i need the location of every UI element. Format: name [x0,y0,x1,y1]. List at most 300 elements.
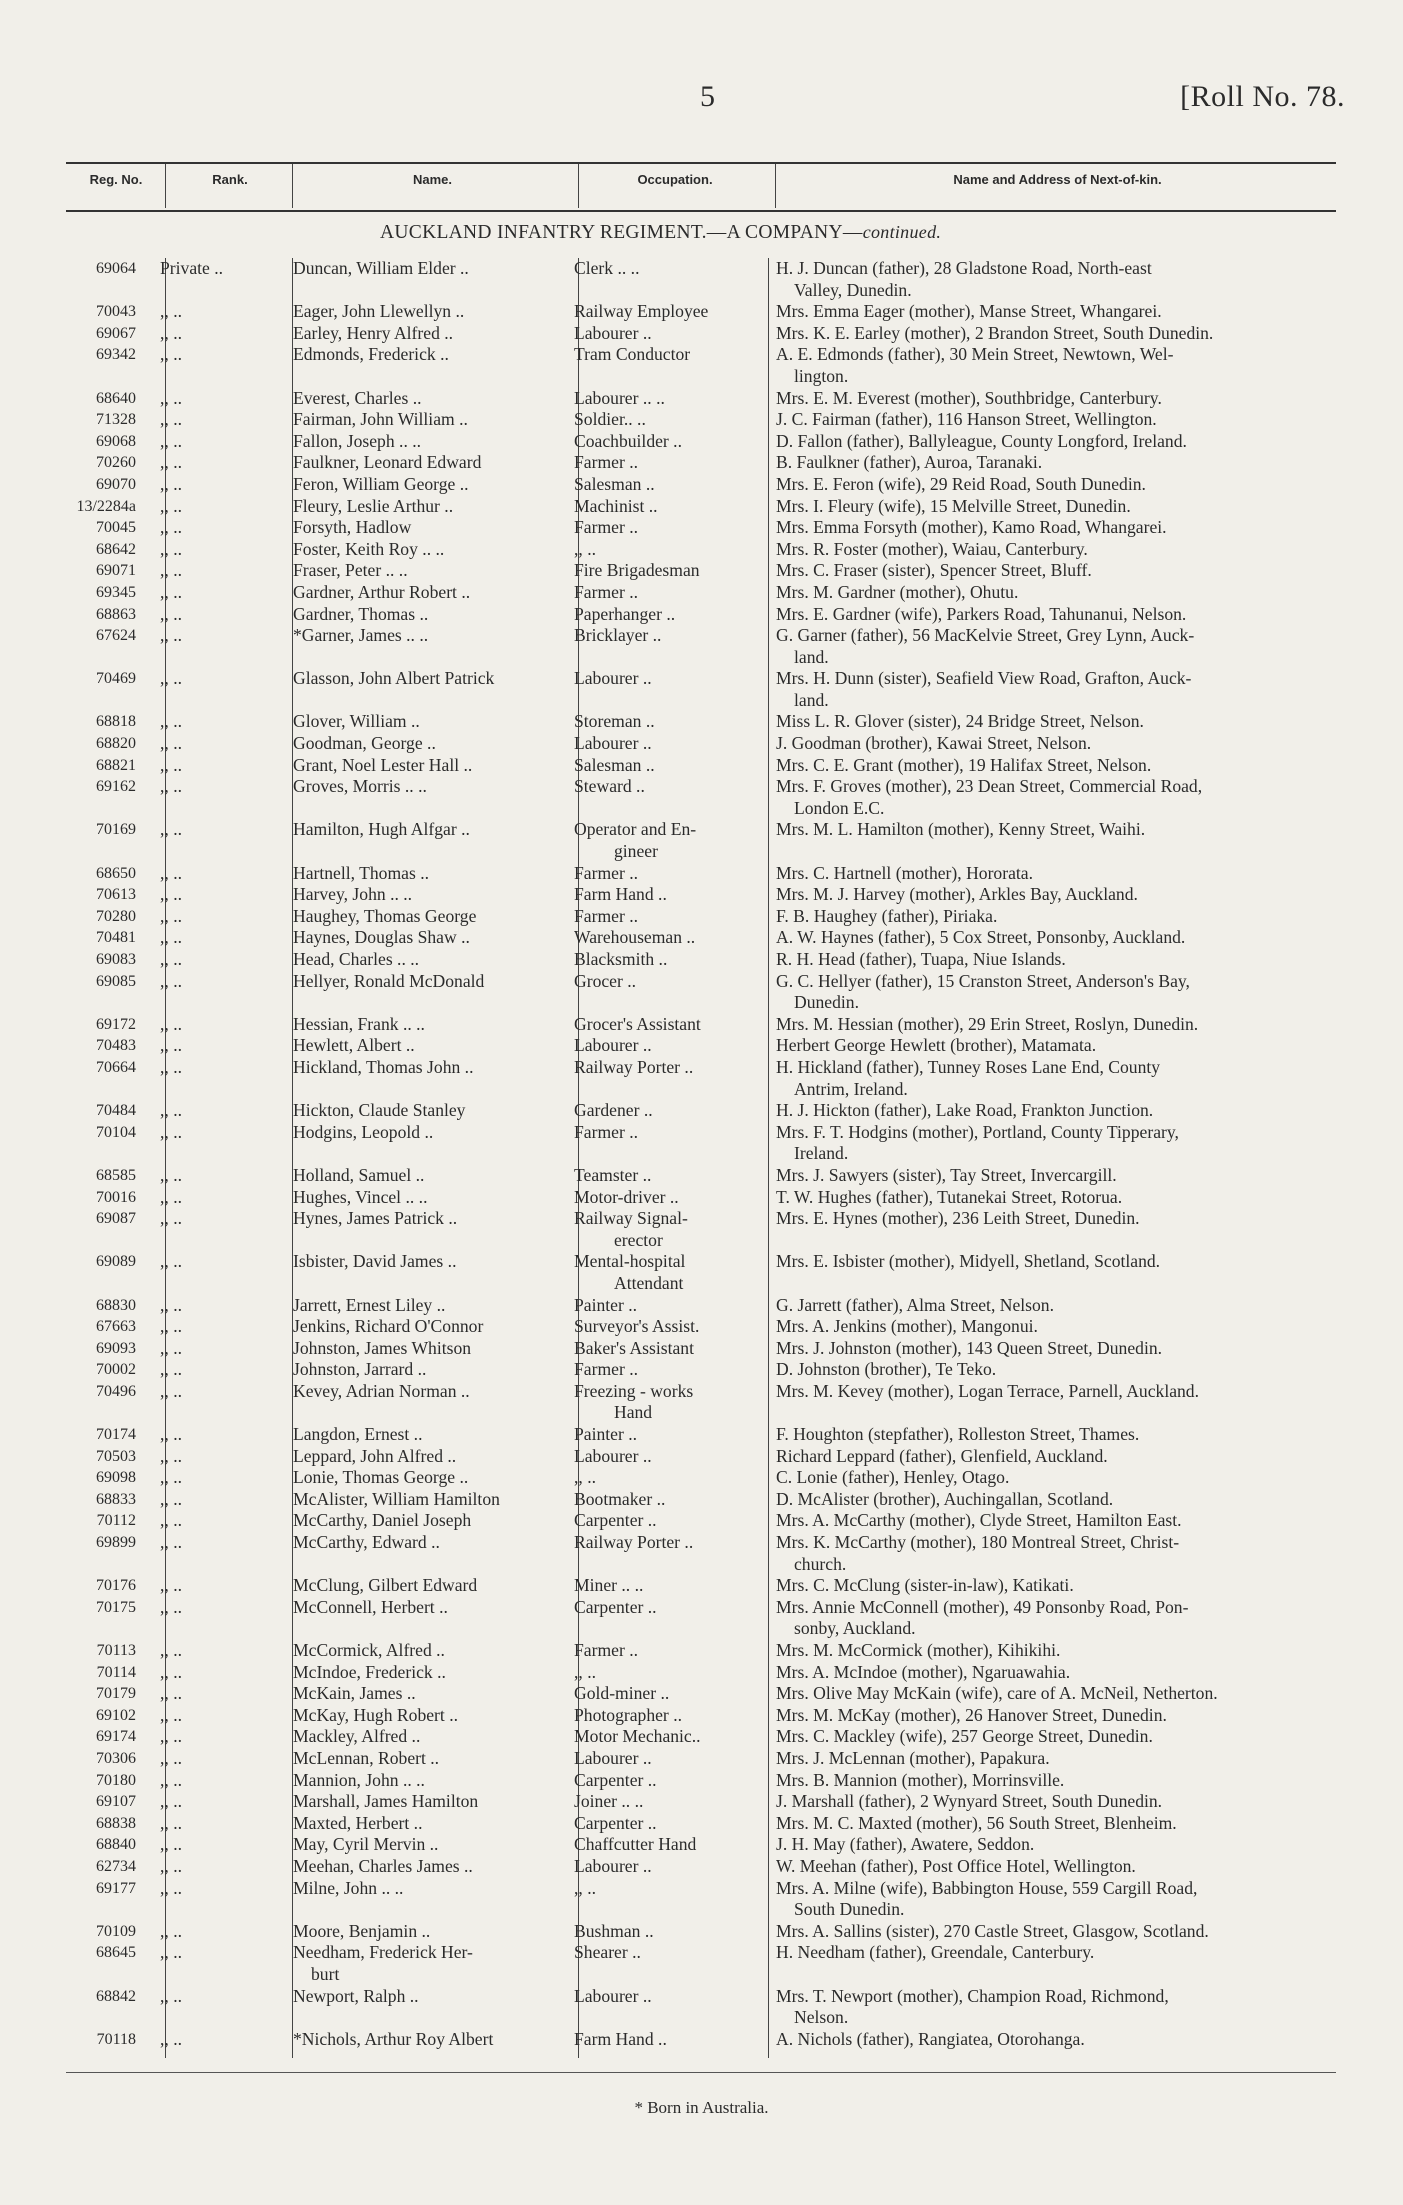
occupation-cell: Carpenter .. [574,1510,657,1531]
occupation-cell: Salesman .. [574,754,655,775]
next-of-kin-line: Mrs. E. M. Everest (mother), Southbridge, Canterbury. [776,387,1162,408]
table-row [0,1986,1403,2029]
occupation-cell: Painter .. [574,1294,638,1315]
next-of-kin-line: H. Hickland (father), Tunney Roses Lane End, County [776,1056,1161,1077]
table-row [0,1057,1403,1100]
table-row [0,625,1403,668]
name-cell: Goodman, George .. [293,733,436,754]
next-of-kin-line: Mrs. F. Groves (mother), 23 Dean Street, Commercial Road, [776,776,1203,797]
table-row [0,1791,1403,1813]
rank-cell: ,, .. [160,625,182,646]
name-cell: Hickton, Claude Stanley [293,1100,466,1121]
table-row [0,1338,1403,1360]
next-of-kin-cell [776,1165,1356,1187]
next-of-kin-line: A. W. Haynes (father), 5 Cox Street, Ponsonby, Auckland. [776,927,1186,948]
reg-no-cell: 68840 [96,1836,136,1854]
rank-cell: ,, .. [160,1510,182,1531]
rank-cell: ,, .. [160,862,182,883]
reg-no-cell: 69089 [96,1253,136,1271]
reg-no-cell: 70112 [96,1512,136,1530]
reg-no-cell: 69174 [96,1728,136,1746]
reg-no-cell: 70469 [96,670,136,688]
occupation-cell: Machinist .. [574,495,658,516]
table-row [0,452,1403,474]
occupation-cell: Labourer .. [574,733,652,754]
next-of-kin-line: F. Houghton (stepfather), Rolleston Street, Thames. [776,1424,1140,1445]
reg-no-cell: 68650 [96,864,136,882]
next-of-kin-line: Mrs. E. Feron (wife), 29 Reid Road, South Dunedin. [776,473,1146,494]
reg-no-cell: 68842 [96,1987,136,2005]
rank-cell: ,, .. [160,1661,182,1682]
table-row [0,776,1403,819]
next-of-kin-cell [776,1122,1356,1165]
reg-no-cell: 70109 [96,1922,136,1940]
occupation-cell: Labourer .. [574,322,652,343]
table-row [0,301,1403,323]
col-header-reg-no: Reg. No. [89,172,143,187]
table-row [0,1640,1403,1662]
occupation-cell: Motor Mechanic.. [574,1726,701,1747]
name-cell: Fraser, Peter .. .. [293,560,408,581]
name-cell: Jenkins, Richard O'Connor [293,1316,484,1337]
next-of-kin-cell [776,301,1356,323]
next-of-kin-line: J. Marshall (father), 2 Wynyard Street, South Dunedin. [776,1791,1163,1812]
name-cell: Lonie, Thomas George .. [293,1467,469,1488]
table-row [0,1165,1403,1187]
next-of-kin-cell [776,1100,1356,1122]
next-of-kin-cell [776,711,1356,733]
table-row [0,388,1403,410]
header-rule-bottom [66,210,1336,212]
rank-cell: ,, .. [160,1855,182,1876]
reg-no-cell: 70613 [96,886,136,904]
table-row [0,1532,1403,1575]
occupation-cell: Farm Hand .. [574,884,667,905]
next-of-kin-line-continued: South Dunedin. [794,1899,905,1920]
next-of-kin-cell [776,1057,1356,1100]
table-row [0,582,1403,604]
next-of-kin-line: Mrs. B. Mannion (mother), Morrinsville. [776,1769,1065,1790]
table-row [0,517,1403,539]
next-of-kin-cell [776,431,1356,453]
table-row [0,1705,1403,1727]
name-cell: Mackley, Alfred .. [293,1726,421,1747]
table-row [0,560,1403,582]
occupation-cell: Carpenter .. [574,1812,657,1833]
occupation-cell: Carpenter .. [574,1769,657,1790]
reg-no-cell: 62734 [96,1857,136,1875]
next-of-kin-cell [776,1208,1356,1230]
roll-table-body [0,258,1403,2050]
occupation-cell: Railway Signal- [574,1208,688,1229]
reg-no-cell: 70260 [96,454,136,472]
occupation-cell-continued: Hand [614,1402,653,1423]
next-of-kin-cell [776,863,1356,885]
rank-cell: ,, .. [160,1424,182,1445]
next-of-kin-line: Miss L. R. Glover (sister), 24 Bridge Street, Nelson. [776,711,1144,732]
next-of-kin-line: Mrs. Emma Eager (mother), Manse Street, Whangarei. [776,301,1162,322]
reg-no-cell: 70045 [96,519,136,537]
name-cell: Marshall, James Hamilton [293,1791,479,1812]
next-of-kin-cell [776,906,1356,928]
reg-no-cell: 70113 [96,1642,136,1659]
next-of-kin-line: A. Nichols (father), Rangiatea, Otorohanga. [776,2028,1085,2049]
reg-no-cell: 68818 [96,713,136,731]
next-of-kin-cell [776,323,1356,345]
table-row [0,431,1403,453]
name-cell: McKain, James .. [293,1683,416,1704]
occupation-cell: Labourer .. [574,1855,652,1876]
reg-no-cell: 68833 [96,1490,136,1508]
table-row [0,1683,1403,1705]
rank-cell: ,, .. [160,1920,182,1941]
table-row [0,1489,1403,1511]
rank-cell: ,, .. [160,1532,182,1553]
reg-no-cell: 67663 [96,1318,136,1336]
rank-cell: ,, .. [160,1942,182,1963]
table-row [0,344,1403,387]
next-of-kin-line: Mrs. Emma Forsyth (mother), Kamo Road, Whangarei. [776,517,1167,538]
name-cell: McIndoe, Frederick .. [293,1661,446,1682]
reg-no-cell: 68820 [96,735,136,753]
next-of-kin-cell [776,1640,1356,1662]
occupation-cell: Soldier.. .. [574,409,646,430]
name-cell: Milne, John .. .. [293,1877,404,1898]
rank-cell: ,, .. [160,1186,182,1207]
next-of-kin-cell [776,1446,1356,1468]
name-cell: Hughes, Vincel .. .. [293,1186,428,1207]
next-of-kin-cell [776,1705,1356,1727]
occupation-cell: Motor-driver .. [574,1186,679,1207]
col-header-next-of-kin: Name and Address of Next-of-kin. [953,172,1162,187]
occupation-cell: ,, .. [574,1877,596,1898]
next-of-kin-line: J. H. May (father), Awatere, Seddon. [776,1834,1035,1855]
table-row [0,1295,1403,1317]
table-row [0,1726,1403,1748]
reg-no-cell: 69162 [96,778,136,796]
next-of-kin-cell [776,517,1356,539]
table-row [0,755,1403,777]
column-divider [775,164,776,208]
next-of-kin-cell [776,625,1356,668]
reg-no-cell: 69098 [96,1469,136,1487]
next-of-kin-cell [776,409,1356,431]
reg-no-cell: 68585 [96,1166,136,1184]
rank-cell: ,, .. [160,1121,182,1142]
occupation-cell: Warehouseman .. [574,927,696,948]
rank-cell: ,, .. [160,1812,182,1833]
name-cell: Hartnell, Thomas .. [293,862,429,883]
rank-cell: ,, .. [160,1380,182,1401]
section-title-text: AUCKLAND INFANTRY REGIMENT.—A COMPANY— [380,222,863,243]
rank-cell: ,, .. [160,1251,182,1272]
next-of-kin-line: Mrs. J. Johnston (mother), 143 Queen Street, Dunedin. [776,1337,1163,1358]
reg-no-cell: 68863 [96,605,136,623]
next-of-kin-line: Mrs. A. McCarthy (mother), Clyde Street, Hamilton East. [776,1510,1182,1531]
next-of-kin-cell [776,1662,1356,1684]
next-of-kin-cell [776,1316,1356,1338]
next-of-kin-cell [776,1834,1356,1856]
name-cell: Grant, Noel Lester Hall .. [293,754,473,775]
occupation-cell: Surveyor's Assist. [574,1316,700,1337]
occupation-cell: Teamster .. [574,1164,652,1185]
rank-cell: ,, .. [160,1013,182,1034]
reg-no-cell: 69172 [96,1015,136,1033]
next-of-kin-cell [776,388,1356,410]
next-of-kin-line: A. E. Edmonds (father), 30 Mein Street, Newtown, Wel- [776,344,1174,365]
next-of-kin-cell [776,1338,1356,1360]
reg-no-cell: 70118 [96,2030,136,2048]
reg-no-cell: 69083 [96,951,136,968]
reg-no-cell: 70664 [96,1058,136,1076]
next-of-kin-line: Mrs. K. McCarthy (mother), 180 Montreal Street, Christ- [776,1532,1180,1553]
next-of-kin-line: H. Needham (father), Greendale, Canterbury. [776,1942,1095,1963]
next-of-kin-line: Mrs. C. Mackley (wife), 257 George Street, Dunedin. [776,1726,1153,1747]
name-cell: Groves, Morris .. .. [293,776,427,797]
name-cell: Haughey, Thomas George [293,905,477,926]
roll-label: [Roll No. 78. [1180,80,1345,113]
name-cell: McClung, Gilbert Edward [293,1575,478,1596]
name-cell: Jarrett, Ernest Liley .. [293,1294,446,1315]
reg-no-cell: 70114 [96,1663,136,1681]
next-of-kin-line: J. C. Fairman (father), 116 Hanson Street, Wellington. [776,409,1157,430]
name-cell: *Garner, James .. .. [293,625,429,646]
occupation-cell: Labourer .. [574,1035,652,1056]
next-of-kin-cell [776,1575,1356,1597]
rank-cell: ,, .. [160,754,182,775]
occupation-cell: Farmer .. [574,1121,639,1142]
column-divider [578,164,579,208]
name-cell: Earley, Henry Alfred .. [293,322,454,343]
rank-cell: ,, .. [160,409,182,430]
name-cell: Maxted, Herbert .. [293,1812,423,1833]
next-of-kin-line: Mrs. M. Hessian (mother), 29 Erin Street, Roslyn, Dunedin. [776,1013,1199,1034]
next-of-kin-line: Mrs. K. E. Earley (mother), 2 Brandon Street, South Dunedin. [776,322,1214,343]
next-of-kin-line: Mrs. C. E. Grant (mother), 19 Halifax Street, Nelson. [776,754,1152,775]
name-cell: Duncan, William Elder .. [293,258,469,278]
reg-no-cell: 70043 [96,303,136,321]
next-of-kin-line: Mrs. E. Isbister (mother), Midyell, Shetland, Scotland. [776,1251,1161,1272]
rank-cell: ,, .. [160,711,182,732]
next-of-kin-line: Mrs. I. Fleury (wife), 15 Melville Street, Dunedin. [776,495,1131,516]
reg-no-cell: 70002 [96,1361,136,1379]
table-row [0,1748,1403,1770]
next-of-kin-cell [776,1359,1356,1381]
name-cell: Hickland, Thomas John .. [293,1056,474,1077]
next-of-kin-line-continued: London E.C. [794,797,885,818]
next-of-kin-cell [776,733,1356,755]
reg-no-cell: 70174 [96,1426,136,1444]
name-cell: Isbister, David James .. [293,1251,457,1272]
next-of-kin-line: Mrs. J. Sawyers (sister), Tay Street, Invercargill. [776,1164,1117,1185]
next-of-kin-line: Mrs. Olive May McKain (wife), care of A. McNeil, Netherton. [776,1683,1218,1704]
next-of-kin-line: D. McAlister (brother), Auchingallan, Scotland. [776,1488,1114,1509]
reg-no-cell: 68640 [96,389,136,407]
rank-cell: ,, .. [160,1208,182,1229]
rank-cell: ,, .. [160,1640,182,1660]
rank-cell: ,, .. [160,949,182,969]
table-row [0,1510,1403,1532]
rank-cell: ,, .. [160,581,182,602]
reg-no-cell: 69899 [96,1534,136,1552]
next-of-kin-line: Mrs. C. McClung (sister-in-law), Katikati. [776,1575,1074,1596]
rank-cell: ,, .. [160,322,182,343]
next-of-kin-cell [776,344,1356,387]
table-row [0,1381,1403,1424]
name-cell: McAlister, William Hamilton [293,1488,500,1509]
next-of-kin-line: Mrs. F. T. Hodgins (mother), Portland, County Tipperary, [776,1121,1179,1142]
name-cell: Fleury, Leslie Arthur .. [293,495,454,516]
name-cell: Fairman, John William .. [293,409,468,430]
rank-cell: ,, .. [160,1791,182,1812]
name-cell: Johnston, James Whitson [293,1337,472,1358]
reg-no-cell: 69071 [96,562,136,580]
rank-cell: ,, .. [160,1056,182,1077]
next-of-kin-cell [776,582,1356,604]
name-cell: Hynes, James Patrick .. [293,1208,458,1229]
next-of-kin-cell [776,1467,1356,1489]
occupation-cell: Farmer .. [574,905,639,926]
reg-no-cell: 70179 [96,1685,136,1703]
next-of-kin-cell [776,1921,1356,1943]
name-cell: Glover, William .. [293,711,420,732]
reg-no-cell: 69177 [96,1879,136,1897]
next-of-kin-cell [776,1014,1356,1036]
rank-cell: ,, .. [160,1294,182,1315]
next-of-kin-cell [776,1683,1356,1705]
occupation-cell: Labourer .. [574,1445,652,1466]
occupation-cell: Gold-miner .. [574,1683,670,1704]
table-row [0,1834,1403,1856]
table-row [0,1942,1403,1985]
next-of-kin-line-continued: land. [794,646,829,667]
table-row [0,1662,1403,1684]
reg-no-cell: 69107 [96,1793,136,1811]
header-rule-top [66,162,1336,164]
reg-no-cell: 68821 [96,756,136,774]
table-row [0,496,1403,518]
next-of-kin-cell [776,884,1356,906]
next-of-kin-cell [776,755,1356,777]
next-of-kin-cell [776,1726,1356,1748]
name-cell: Feron, William George .. [293,473,469,494]
occupation-cell: Railway Porter .. [574,1532,694,1553]
rank-cell: ,, .. [160,1877,182,1898]
col-header-rank: Rank. [212,172,248,187]
next-of-kin-cell [776,927,1356,949]
name-cell: Hessian, Frank .. .. [293,1013,425,1034]
rank-cell: ,, .. [160,1467,182,1488]
occupation-cell: Bushman .. [574,1920,654,1941]
reg-no-cell: 70176 [96,1577,136,1595]
reg-no-cell: 70481 [96,929,136,947]
name-cell: Everest, Charles .. [293,387,422,408]
name-cell: May, Cyril Mervin .. [293,1834,439,1855]
name-cell: Fallon, Joseph .. .. [293,430,422,451]
col-header-occupation: Occupation. [637,172,713,187]
table-row [0,1316,1403,1338]
occupation-cell: Farmer .. [574,1640,639,1660]
next-of-kin-line: B. Faulkner (father), Auroa, Taranaki. [776,452,1043,473]
table-row [0,1770,1403,1792]
occupation-cell: Farmer .. [574,452,639,473]
reg-no-cell: 67624 [96,627,136,645]
reg-no-cell: 69070 [96,475,136,493]
name-cell: Langdon, Ernest .. [293,1424,423,1445]
rank-cell: ,, .. [160,2028,182,2049]
table-row [0,1187,1403,1209]
next-of-kin-line: Mrs. C. Fraser (sister), Spencer Street, Bluff. [776,560,1092,581]
next-of-kin-line: Mrs. A. Jenkins (mother), Mangonui. [776,1316,1038,1337]
occupation-cell-continued: gineer [614,841,658,862]
reg-no-cell: 69085 [96,972,136,990]
next-of-kin-cell [776,560,1356,582]
occupation-cell: Mental-hospital [574,1251,686,1272]
name-cell: Faulkner, Leonard Edward [293,452,482,473]
next-of-kin-cell [776,539,1356,561]
table-row [0,1921,1403,1943]
reg-no-cell: 69102 [96,1706,136,1724]
table-row [0,863,1403,885]
next-of-kin-cell [776,1532,1356,1575]
rank-cell: ,, .. [160,905,182,926]
table-row [0,668,1403,711]
rank-cell: ,, .. [160,560,182,581]
next-of-kin-cell [776,1510,1356,1532]
reg-no-cell: 70169 [96,821,136,839]
rank-cell: ,, .. [160,387,182,408]
reg-no-cell: 70483 [96,1037,136,1055]
rank-cell: ,, .. [160,970,182,991]
rank-cell: ,, .. [160,1316,182,1337]
reg-no-cell: 69087 [96,1210,136,1228]
name-cell: Edmonds, Frederick .. [293,344,449,365]
reg-no-cell: 70306 [96,1749,136,1767]
rank-cell: ,, .. [160,1445,182,1466]
next-of-kin-line-continued: Nelson. [794,2007,849,2028]
name-cell: Forsyth, Hadlow [293,517,412,538]
reg-no-cell: 13/2284a [76,497,136,515]
occupation-cell: Bootmaker .. [574,1488,666,1509]
reg-no-cell: 69342 [96,346,136,364]
occupation-cell: Farmer .. [574,1359,639,1380]
reg-no-cell: 70180 [96,1771,136,1789]
name-cell: McLennan, Robert .. [293,1747,440,1768]
next-of-kin-line: Mrs. M. Kevey (mother), Logan Terrace, Parnell, Auckland. [776,1380,1200,1401]
name-cell: Johnston, Jarrard .. [293,1359,427,1380]
name-cell: Needham, Frederick Her- [293,1942,473,1963]
rank-cell: ,, .. [160,927,182,948]
rank-cell: ,, .. [160,733,182,754]
reg-no-cell: 68642 [96,540,136,558]
next-of-kin-line-continued: Dunedin. [794,992,859,1013]
next-of-kin-line: Mrs. M. L. Hamilton (mother), Kenny Street, Waihi. [776,819,1146,840]
table-row [0,949,1403,971]
reg-no-cell: 70503 [96,1447,136,1465]
reg-no-cell: 69067 [96,324,136,342]
name-cell: Newport, Ralph .. [293,1985,419,2006]
occupation-cell-continued: erector [614,1229,663,1250]
rank-cell: ,, .. [160,1596,182,1617]
next-of-kin-cell [776,1597,1356,1640]
table-row [0,906,1403,928]
section-title-suffix: continued. [862,222,942,242]
occupation-cell: Miner .. .. [574,1575,644,1596]
footnote: * Born in Australia. [634,2098,769,2117]
next-of-kin-line: Mrs. E. Gardner (wife), Parkers Road, Tahunanui, Nelson. [776,603,1187,624]
next-of-kin-line: Mrs. A. Sallins (sister), 270 Castle Street, Glasgow, Scotland. [776,1920,1209,1941]
table-row [0,1208,1403,1251]
